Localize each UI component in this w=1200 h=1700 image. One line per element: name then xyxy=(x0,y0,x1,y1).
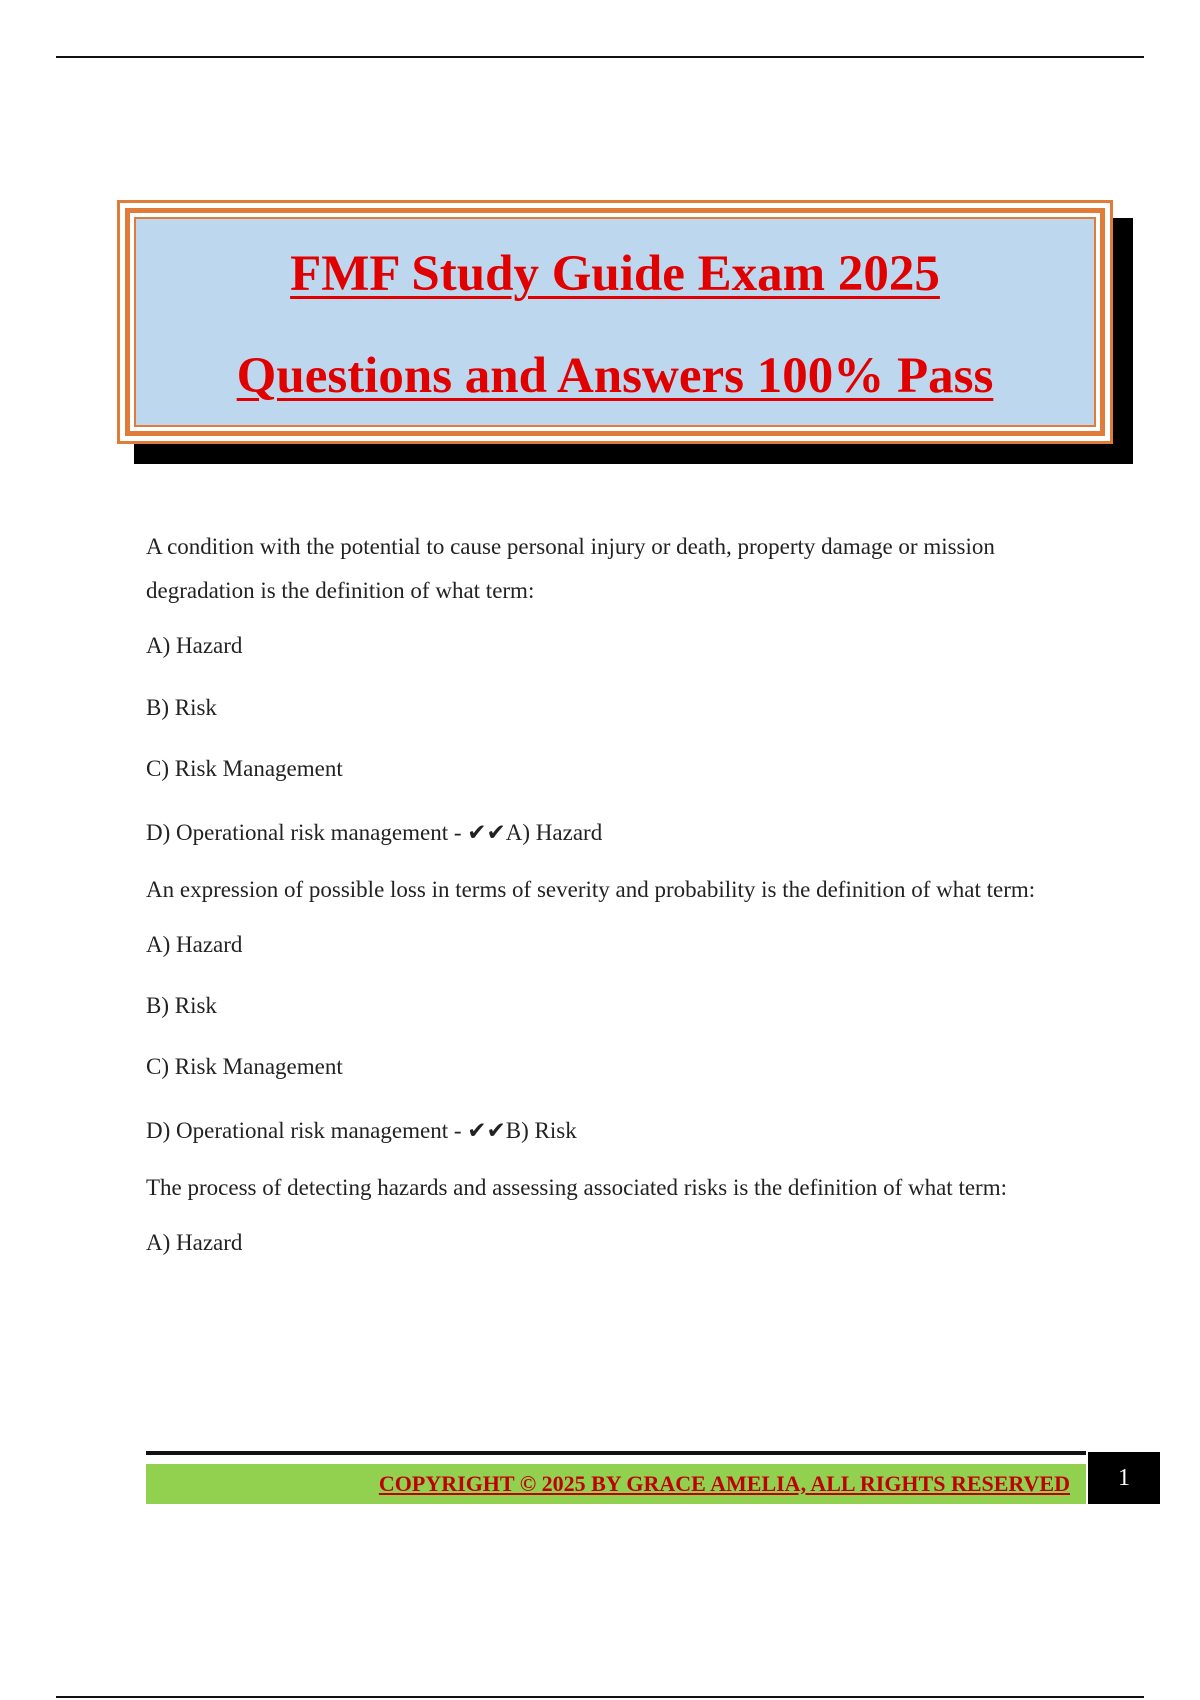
question-prompt: A condition with the potential to cause personal injury or death, property damage or mission degradation is the definition of what term: xyxy=(146,534,995,603)
title-banner-panel xyxy=(134,217,1096,427)
page-number: 1 xyxy=(1088,1452,1160,1504)
question-prompt: An expression of possible loss in terms of severity and probability is the definition of what term: xyxy=(146,877,1036,902)
answer-option: A) Hazard xyxy=(146,633,243,658)
bottom-rule xyxy=(56,1696,1144,1698)
footer-rule xyxy=(146,1451,1086,1455)
answer-option: A) Hazard xyxy=(146,1230,243,1255)
answer-option: A) Hazard xyxy=(146,932,243,957)
answer-option: B) Risk xyxy=(146,695,217,720)
top-rule xyxy=(56,56,1144,58)
answer-option-with-answer: D) Operational risk management - ✔✔A) Hazard xyxy=(146,820,603,845)
document-title-line-1: FMF Study Guide Exam 2025 xyxy=(290,246,940,302)
title-banner xyxy=(117,200,1113,444)
question-list xyxy=(146,525,1096,1258)
copyright-notice: COPYRIGHT © 2025 BY GRACE AMELIA, ALL RIGHTS RESERVED xyxy=(378,1471,1070,1496)
answer-option: B) Risk xyxy=(146,993,217,1018)
answer-option: C) Risk Management xyxy=(146,1054,343,1079)
document-title-line-2: Questions and Answers 100% Pass xyxy=(236,348,994,404)
question-prompt: The process of detecting hazards and assessing associated risks is the definition of what term: xyxy=(146,1175,1007,1200)
answer-option: C) Risk Management xyxy=(146,756,343,781)
title-banner-frame xyxy=(125,208,1105,436)
footer-bar xyxy=(146,1464,1086,1504)
answer-option-with-answer: D) Operational risk management - ✔✔B) Risk xyxy=(146,1118,577,1143)
